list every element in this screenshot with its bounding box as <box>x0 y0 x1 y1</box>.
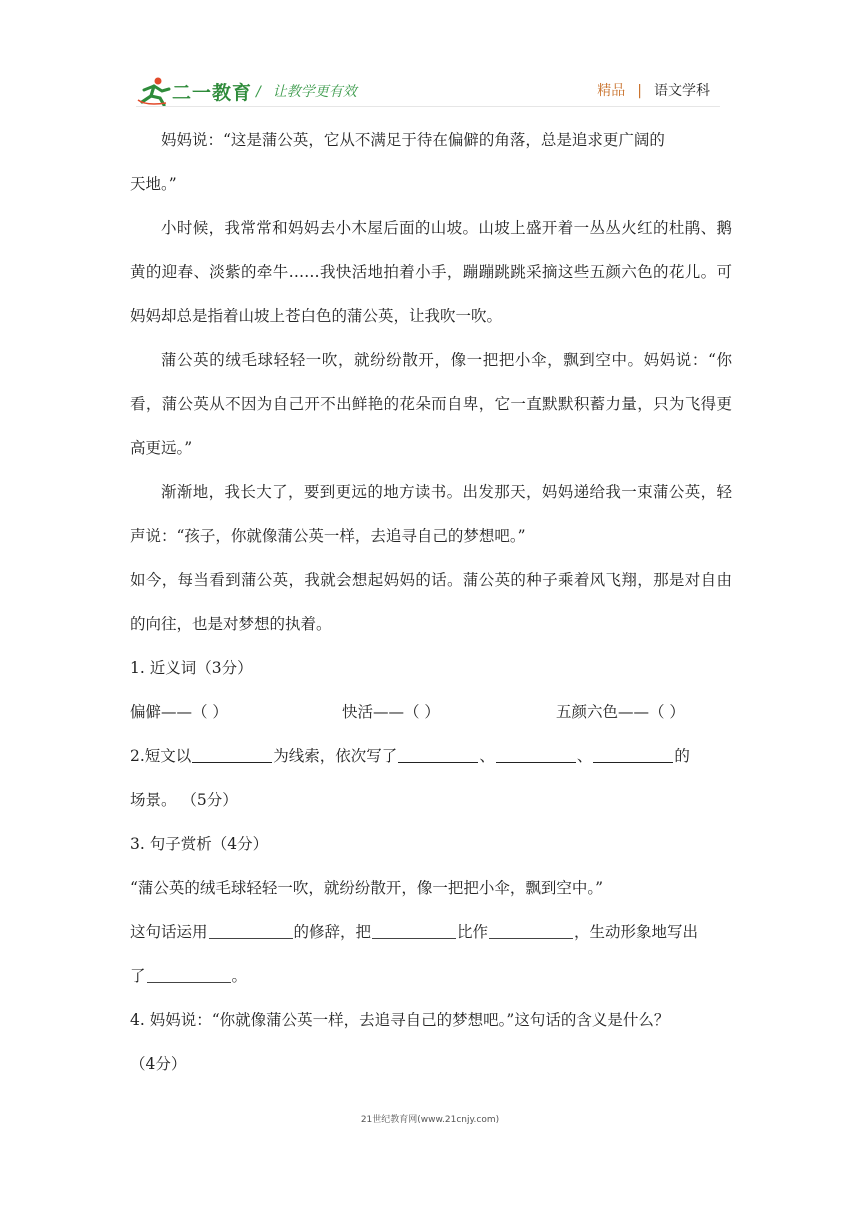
synonym-item-3: 五颜六色——（ ） <box>556 703 685 721</box>
passage-paragraph-4: 渐渐地，我长大了，要到更远的地方读书。出发那天，妈妈递给我一束蒲公英，轻声说：“孩子，你就像蒲公英一样，去追寻自己的梦想吧。” <box>130 483 732 545</box>
subject-badge <box>597 80 710 100</box>
badge-quality: 精品 <box>597 83 626 99</box>
answer-blank[interactable] <box>192 761 272 763</box>
synonym-item-1: 偏僻——（ ） <box>130 703 228 721</box>
answer-blank[interactable] <box>209 937 293 939</box>
document-body <box>130 118 732 1086</box>
running-man-logo-icon <box>136 76 172 106</box>
header-divider <box>136 106 720 107</box>
q2-text-e: 的 <box>674 747 690 765</box>
badge-separator: | <box>637 83 642 99</box>
page-header <box>136 72 720 108</box>
answer-blank[interactable] <box>398 761 478 763</box>
answer-blank[interactable] <box>372 937 456 939</box>
answer-blank[interactable] <box>489 937 573 939</box>
question-3-line2 <box>130 954 732 998</box>
question-1-items <box>130 690 732 734</box>
logo-text: 二一教育 <box>172 82 253 104</box>
passage-p1-line2: 天地。” <box>130 175 177 193</box>
question-2-line2: 场景。 （5分） <box>130 791 238 809</box>
question-3-line1 <box>130 910 732 954</box>
q2-text-d: 、 <box>576 747 593 765</box>
question-3-quote: “蒲公英的绒毛球轻轻一吹，就纷纷散开，像一把把小伞，飘到空中。” <box>130 879 604 897</box>
answer-blank[interactable] <box>496 761 576 763</box>
question-4-line1: 4. 妈妈说：“你就像蒲公英一样，去追寻自己的梦想吧。”这句话的含义是什么？ <box>130 1011 670 1029</box>
q3-text-f: 。 <box>231 967 248 985</box>
slogan-text: 让教学更有效 <box>272 84 357 100</box>
q3-text-c: 比作 <box>457 923 489 941</box>
q2-text-c: 、 <box>479 747 495 765</box>
q3-text-e: 了 <box>130 967 146 985</box>
q3-text-d: ，生动形象地写出 <box>574 923 699 941</box>
slogan <box>256 81 357 101</box>
question-2-line1 <box>130 734 732 778</box>
passage-p1-line1: 妈妈说：“这是蒲公英，它从不满足于待在偏僻的角落，总是追求更广阔的 <box>161 131 665 149</box>
question-3-title: 3. 句子赏析（4分） <box>130 835 269 853</box>
badge-subject: 语文学科 <box>654 83 710 99</box>
question-4-line2: （4分） <box>130 1055 187 1073</box>
passage-paragraph-3: 蒲公英的绒毛球轻轻一吹，就纷纷散开，像一把把小伞，飘到空中。妈妈说：“你看，蒲公英从不因为自己开不出鲜艳的花朵而自卑，它一直默默积蓄力量，只为飞得更高更远。” <box>130 351 732 457</box>
slogan-separator: / <box>256 84 261 100</box>
q2-text-b: 为线索，依次写了 <box>273 747 398 765</box>
q3-text-a: 这句话运用 <box>130 923 208 941</box>
q3-text-b: 的修辞，把 <box>293 923 372 941</box>
passage-paragraph-2: 小时候，我常常和妈妈去小木屋后面的山坡。山坡上盛开着一丛丛火红的杜鹃、鹅黄的迎春、淡紫的牵牛……我快活地拍着小手，蹦蹦跳跳采摘这些五颜六色的花儿。可妈妈却总是指着山坡上苍白色的蒲公英，让我吹一吹。 <box>130 219 732 325</box>
synonym-item-2: 快活——（ ） <box>342 703 440 721</box>
page-footer: 21世纪教育网(www.21cnjy.com) <box>360 1115 500 1125</box>
question-1-title: 1. 近义词（3分） <box>130 659 253 677</box>
q2-text-a: 2.短文以 <box>130 747 192 765</box>
answer-blank[interactable] <box>593 761 673 763</box>
answer-blank[interactable] <box>147 981 231 983</box>
passage-paragraph-5: 如今，每当看到蒲公英，我就会想起妈妈的话。蒲公英的种子乘着风飞翔，那是对自由的向往，也是对梦想的执着。 <box>130 571 732 633</box>
